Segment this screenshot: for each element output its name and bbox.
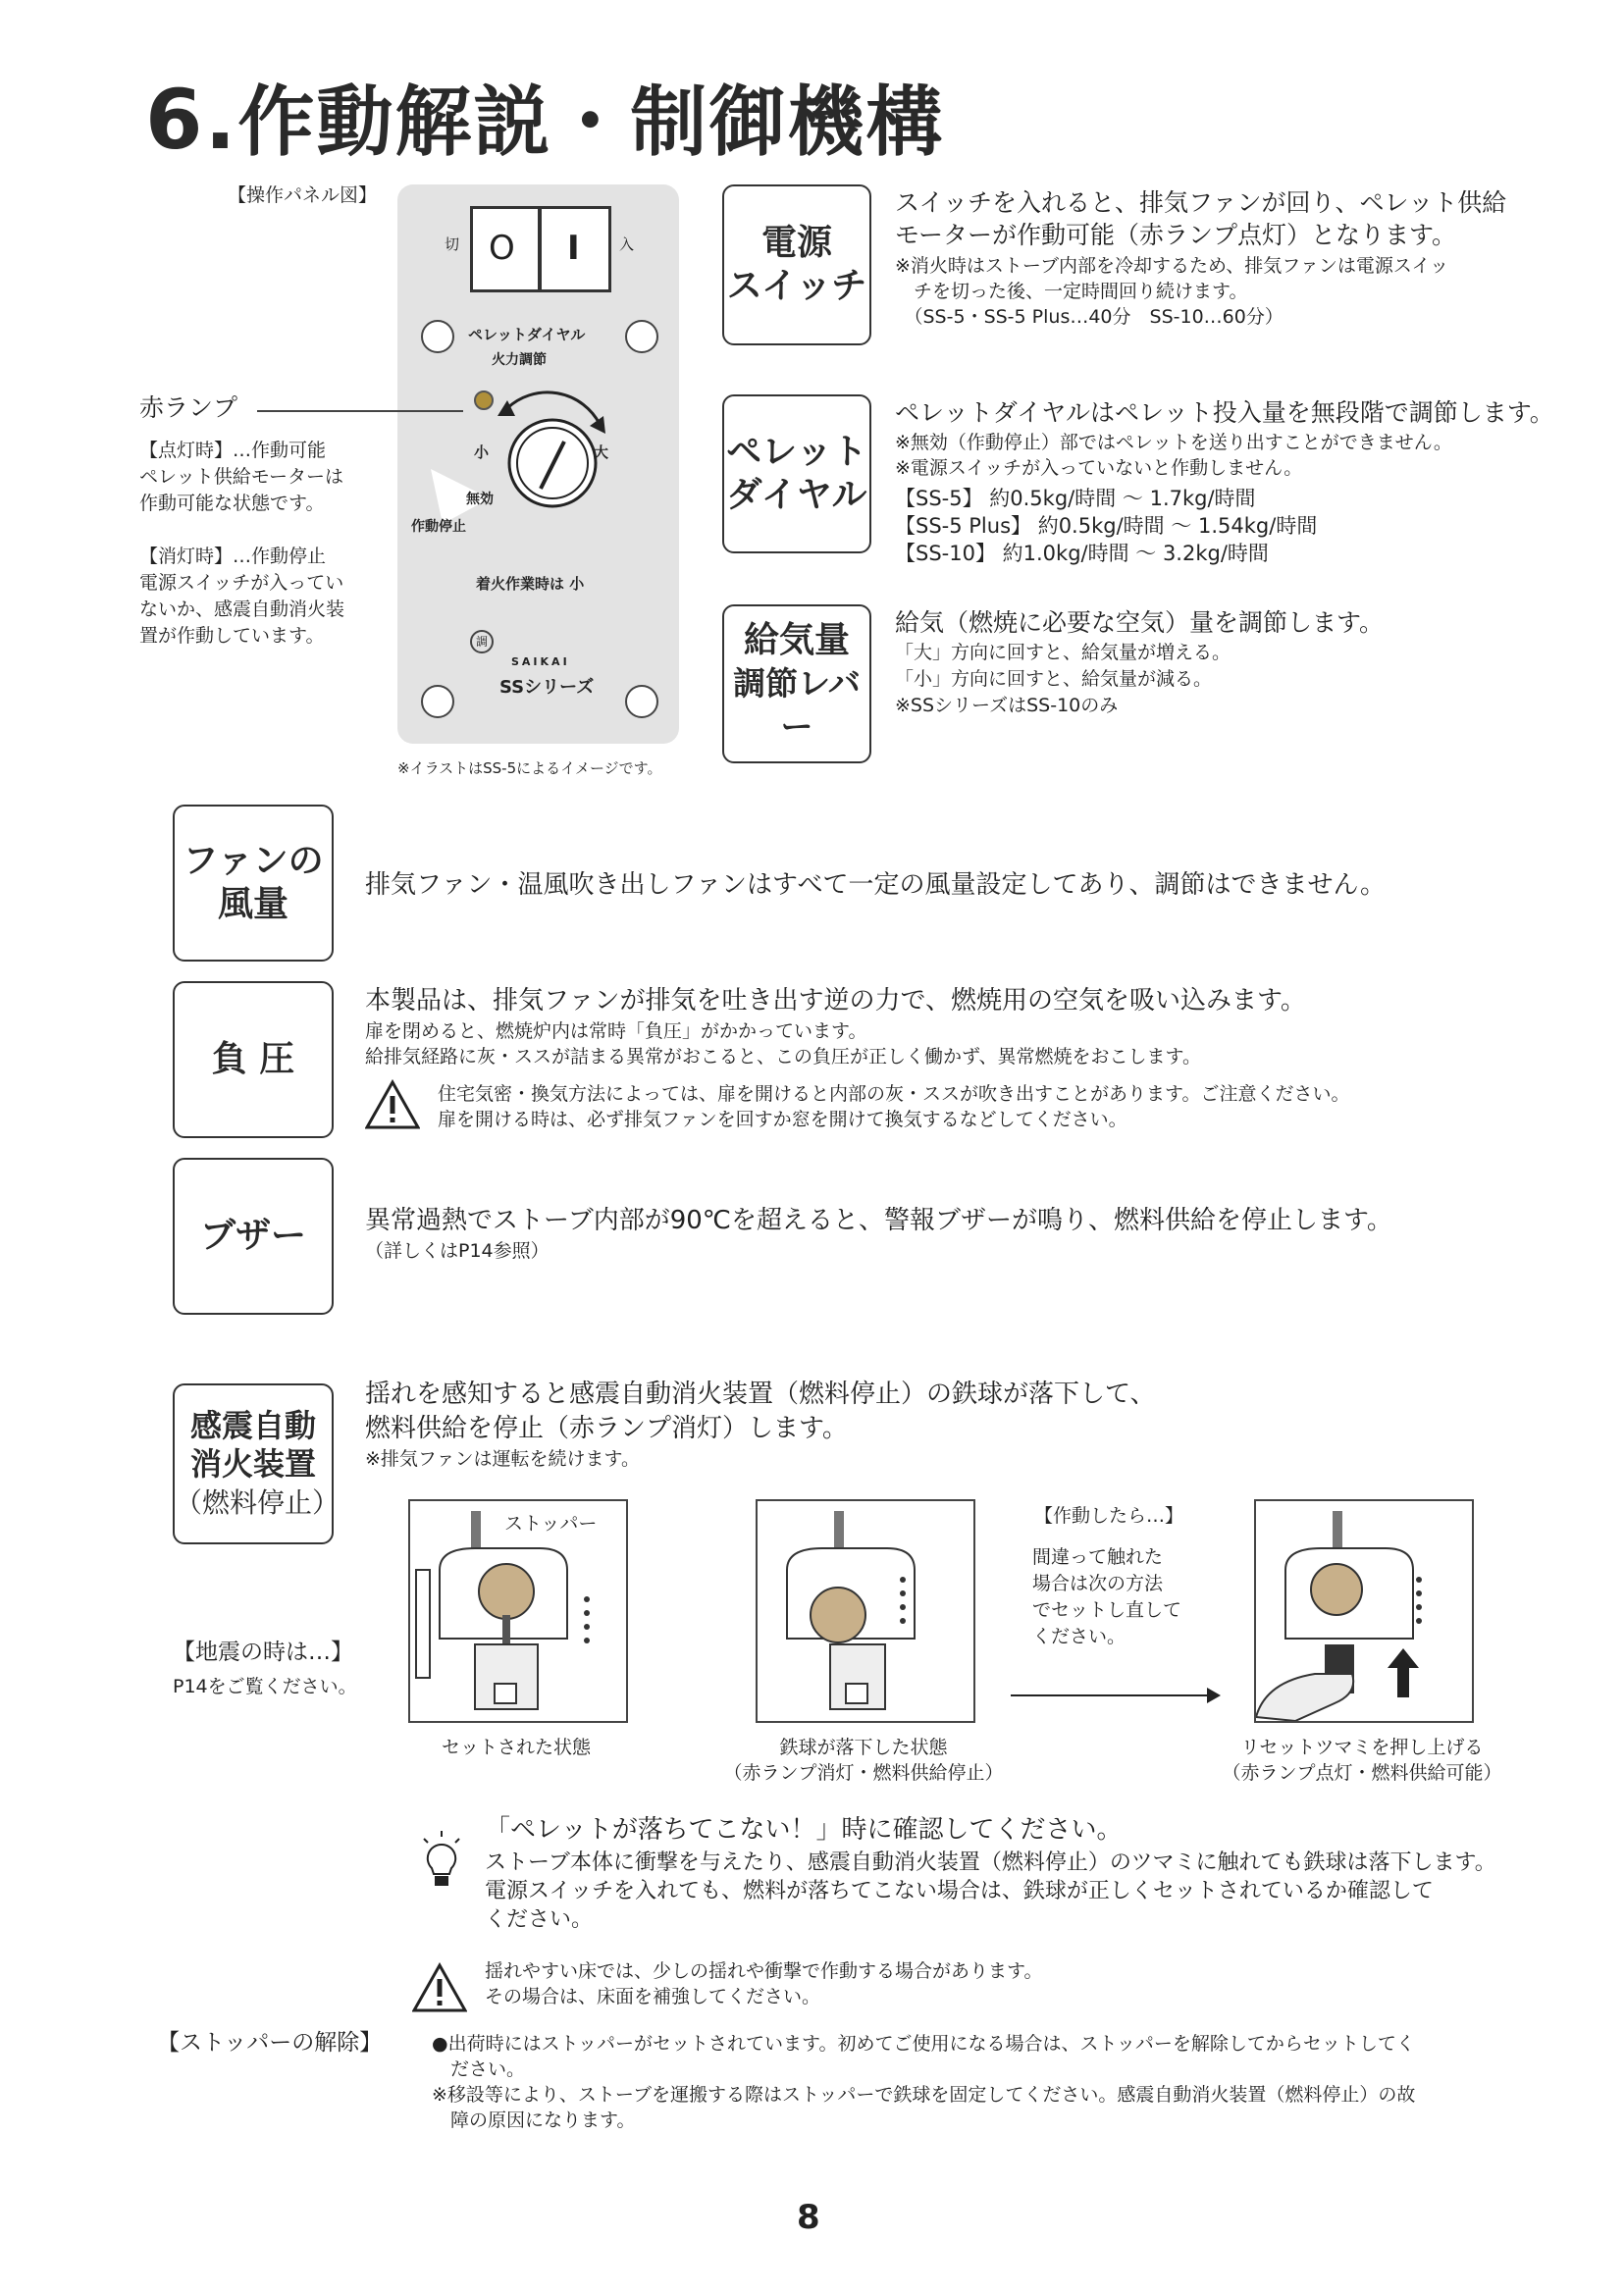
quake-device-reset-diagram [1254, 1499, 1474, 1723]
red-lamp-leader [257, 410, 463, 412]
dial-sub-label: 火力調節 [492, 352, 547, 368]
pressure-warning-line: 住宅気密・換気方法によっては、扉を開けると内部の灰・ススが吹き出すことがあります。ご注意ください。 [438, 1083, 1350, 1105]
page-number: 8 [797, 2198, 820, 2237]
air-main: 給気（燃焼に必要な空気）量を調節します。 [895, 608, 1385, 637]
power-note-line: チを切った後、一定時間回り続けます。 [895, 281, 1248, 302]
action-text [1032, 1544, 1181, 1650]
check-warning-line: その場合は、床面を補強してください。 [485, 1986, 821, 2007]
tag-line: 感震自動 [189, 1406, 316, 1444]
quake-main-line: 揺れを感知すると感震自動消火装置（燃料停止）の鉄球が落下して、 [365, 1380, 1156, 1409]
pellet-rate-line: 【SS-5 Plus】 約0.5kg/時間 ～ 1.54kg/時間 [895, 514, 1318, 538]
tag-line: 電源 [760, 223, 832, 263]
quake-tag [173, 1383, 341, 1544]
warning-icon [365, 1079, 420, 1130]
check-warning [485, 1958, 1042, 2009]
caption-line: （赤ランプ消灯・燃料供給停止） [723, 1762, 1004, 1784]
pellet-note-line: ※電源スイッチが入っていないと作動しません。 [895, 457, 1303, 479]
power-main-line: モーターが作動可能（赤ランプ点灯）となります。 [895, 221, 1457, 249]
red-lamp-line: 電源スイッチが入ってい [139, 572, 344, 594]
quake-desc [365, 1378, 1155, 1472]
earthquake-side-title: 【地震の時は…】 [173, 1640, 353, 1665]
action-line: 場合は次の方法 [1032, 1573, 1164, 1594]
tag-line: ダイヤル [726, 475, 867, 515]
lightbulb-icon [418, 1829, 465, 1892]
caption-line: （赤ランプ点灯・燃料供給可能） [1222, 1762, 1502, 1784]
pressure-warning-line: 扉を開ける時は、必ず排気ファンを回すか窓を開けて換気するなどしてください。 [438, 1109, 1127, 1130]
section-number: 6. [145, 72, 238, 168]
large-label: 大 [594, 443, 609, 461]
fan-tag [173, 805, 334, 962]
caption-dropped-state [667, 1735, 1060, 1786]
dial-label: ペレットダイヤル [468, 326, 586, 343]
section-title-text: 作動解説・制御機構 [237, 78, 945, 167]
tag-line: 風量 [217, 884, 288, 924]
screw-icon [625, 320, 658, 353]
stop-label: 作動停止 [411, 519, 466, 535]
off-label: 切 [445, 235, 460, 253]
panel-figure-label: 【操作パネル図】 [228, 184, 378, 206]
arrow-up-icon [1388, 1648, 1419, 1697]
arrow-right-icon [1011, 1684, 1223, 1707]
tag-line: ブザー [199, 1216, 306, 1256]
tag-line: 消火装置 [189, 1444, 316, 1483]
check-line: 電源スイッチを入れても、燃料が落ちてこない場合は、鉄球が正しくセットされているか確認して [485, 1879, 1434, 1903]
check-warning-line: 揺れやすい床では、少しの揺れや衝撃で作動する場合があります。 [485, 1960, 1043, 1982]
check-line: ストーブ本体に衝撃を与えたり、感震自動消火装置（燃料停止）のツマミに触れても鉄球は落下します。 [485, 1850, 1496, 1875]
tag-line: 給気量 [743, 620, 850, 660]
caption-line: リセットツマミを押し上げる [1240, 1737, 1484, 1758]
control-panel-illustration [397, 184, 679, 744]
quake-note: ※排気ファンは運転を続けます。 [365, 1448, 641, 1470]
screw-icon [421, 320, 454, 353]
tag-line: 負 圧 [211, 1039, 295, 1079]
power-main-line: スイッチを入れると、排気ファンが回り、ペレット供給 [895, 188, 1507, 217]
red-lamp-line: ないか、感震自動消火装 [139, 599, 345, 620]
check-title: 「ペレットが落ちてこない！」時に確認してください。 [485, 1815, 1123, 1845]
action-line: ください。 [1032, 1626, 1126, 1647]
quake-device-dropped-diagram [756, 1499, 975, 1723]
pressure-main: 本製品は、排気ファンが排気を吐き出す逆の力で、燃焼用の空気を吸い込みます。 [365, 986, 1306, 1016]
action-line: 間違って触れた [1032, 1546, 1164, 1568]
pressure-note-line: 給排気経路に灰・ススが詰まる異常がおこると、この負圧が正しく働かず、異常燃焼をおこします。 [365, 1046, 1201, 1068]
pressure-note-line: 扉を閉めると、燃焼炉内は常時「負圧」がかかっています。 [365, 1020, 867, 1042]
red-lamp-desc [139, 438, 344, 650]
pellet-rate-line: 【SS-5】 約0.5kg/時間 ～ 1.7kg/時間 [895, 487, 1256, 510]
check-section [485, 1811, 1496, 1934]
hand-icon [1256, 1674, 1353, 1721]
pellet-main: ペレットダイヤルはペレット投入量を無段階で調節します。 [895, 398, 1554, 427]
earthquake-side-text: P14をご覧ください。 [173, 1676, 357, 1697]
buzzer-main: 異常過熱でストーブ内部が90℃を超えると、警報ブザーが鳴り、燃料供給を停止します。 [365, 1206, 1392, 1235]
page-title [145, 61, 944, 171]
release-title: 【ストッパーの解除】 [157, 2030, 383, 2056]
adjust-mark-icon: 調 [470, 630, 494, 653]
air-note-line: ※SSシリーズはSS-10のみ [895, 695, 1119, 716]
red-lamp-line: ペレット供給モーターは [139, 466, 344, 488]
red-lamp-line: 置が作動しています。 [139, 625, 325, 647]
buzzer-note: （詳しくはP14参照） [365, 1240, 550, 1262]
red-lamp-line [139, 517, 344, 544]
stopper-label: ストッパー [504, 1513, 598, 1535]
buzzer-tag [173, 1158, 334, 1315]
red-lamp-line: 【消灯時】…作動停止 [139, 546, 327, 567]
caption-set-state [408, 1735, 624, 1760]
dropped-state-illustration [758, 1501, 973, 1721]
caption-line: セットされた状態 [441, 1737, 591, 1758]
tag-line: 調節レバー [733, 664, 861, 746]
power-switch[interactable] [470, 206, 611, 292]
pellet-dial-tag [722, 394, 871, 553]
reset-state-illustration [1256, 1501, 1472, 1721]
release-text [432, 2031, 1415, 2133]
red-lamp-title: 赤ランプ [139, 393, 238, 422]
pellet-rate-line: 【SS-10】 約1.0kg/時間 ～ 3.2kg/時間 [895, 542, 1269, 565]
caption-reset-state [1176, 1735, 1548, 1786]
air-note-line: 「小」方向に回すと、給気量が減る。 [895, 668, 1213, 690]
pellet-note-line: ※無効（作動停止）部ではペレットを送り出すことができません。 [895, 432, 1452, 453]
power-switch-tag [722, 184, 871, 345]
tag-line: ファンの [183, 841, 324, 881]
switch-off-mark: O [489, 229, 515, 268]
pellet-desc [895, 396, 1554, 567]
check-line: ください。 [485, 1907, 594, 1932]
power-desc [895, 186, 1506, 330]
caption-line: 鉄球が落下した状態 [779, 1737, 948, 1758]
series-label: SSシリーズ [499, 677, 595, 698]
release-line: ※移設等により、ストーブを運搬する際はストッパーで鉄球を固定してください。感震自動消火装置（燃料停止）の故 [432, 2084, 1416, 2106]
action-line: でセットし直して [1032, 1599, 1182, 1621]
air-desc [895, 606, 1384, 719]
tag-line: ペレット [726, 432, 867, 472]
pressure-warning [438, 1081, 1349, 1132]
fan-main: 排気ファン・温風吹き出しファンはすべて一定の風量設定してあり、調節はできません。 [365, 870, 1387, 900]
screw-icon [625, 685, 658, 718]
disabled-label: 無効 [466, 492, 494, 507]
panel-note: ※イラストはSS-5によるイメージです。 [397, 759, 662, 777]
on-label: 入 [619, 235, 635, 253]
screw-icon [421, 685, 454, 718]
switch-on-mark: I [567, 229, 580, 268]
brand-label: SAIKAI [511, 655, 570, 668]
power-note-line: （SS-5・SS-5 Plus…40分 SS-10…60分） [895, 306, 1283, 328]
release-line: ださい。 [432, 2058, 526, 2080]
air-note-line: 「大」方向に回すと、給気量が増える。 [895, 642, 1231, 663]
ignition-label: 着火作業時は 小 [476, 575, 585, 593]
air-lever-tag [722, 604, 871, 763]
release-line: 障の原因になります。 [432, 2110, 636, 2131]
power-note-line: ※消火時はストーブ内部を冷却するため、排気ファンは電源スイッ [895, 255, 1449, 277]
tag-line: スイッチ [726, 266, 867, 306]
release-line: ●出荷時にはストッパーがセットされています。初めてご使用になる場合は、ストッパーを解除してからセットしてく [432, 2033, 1415, 2055]
tag-line: （燃料停止） [175, 1485, 341, 1519]
pressure-tag [173, 981, 334, 1138]
switch-divider [538, 209, 542, 289]
action-title: 【作動したら…】 [1034, 1505, 1184, 1527]
red-lamp-line: 【点灯時】…作動可能 [139, 440, 327, 461]
quake-main-line: 燃料供給を停止（赤ランプ消灯）します。 [365, 1414, 848, 1443]
red-lamp-line: 作動可能な状態です。 [139, 493, 325, 514]
small-label: 小 [474, 443, 490, 461]
pressure-desc [365, 983, 1306, 1069]
buzzer-desc [365, 1203, 1392, 1264]
warning-icon [412, 1962, 467, 2013]
